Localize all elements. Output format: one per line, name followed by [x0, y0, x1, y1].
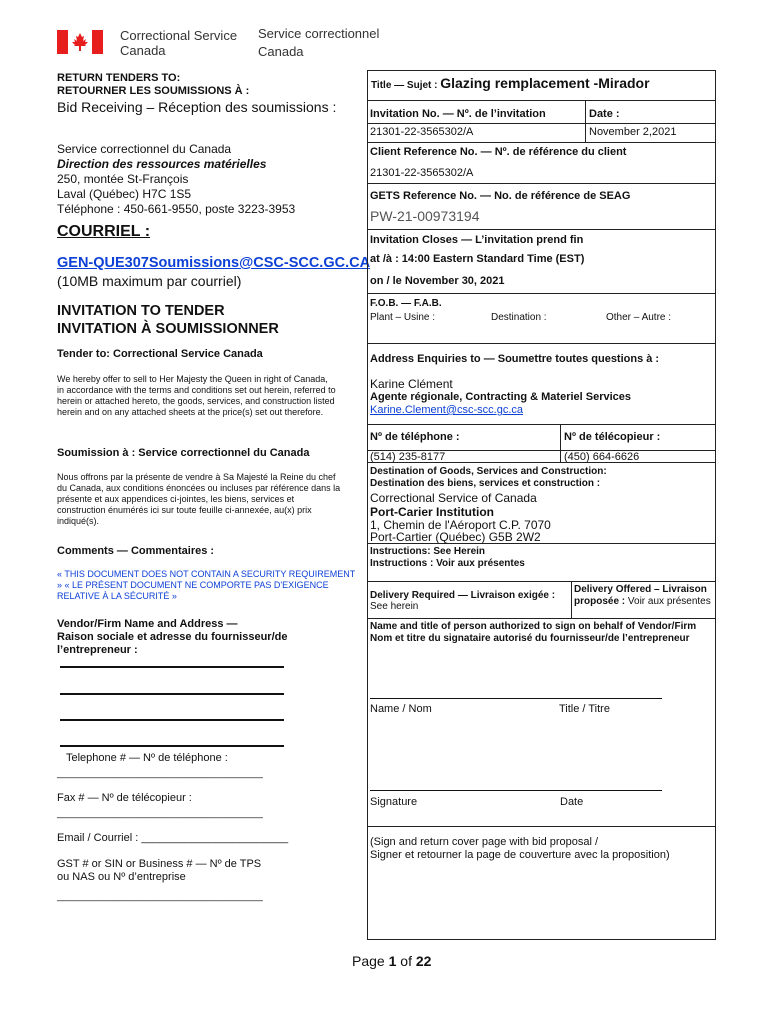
contact-name: Karine Clément — [370, 377, 453, 391]
date-value: November 2,2021 — [589, 126, 677, 138]
divider — [367, 293, 716, 294]
divider — [585, 100, 586, 142]
destination-line1: Correctional Service of Canada — [370, 491, 537, 505]
divider — [367, 618, 716, 619]
divider — [367, 462, 716, 463]
signature-line[interactable] — [370, 790, 662, 791]
delivery-offered-value: Voir aux présentes — [627, 596, 711, 607]
page-number — [352, 953, 431, 969]
fax-number-label: Nº de télécopieur : — [564, 431, 661, 443]
destination-line4: Port-Cartier (Québec) G5B 2W2 — [370, 530, 541, 544]
vendor-line-1[interactable] — [60, 666, 284, 668]
telephone-field[interactable]: _____________________________________ — [57, 768, 263, 779]
destination-label: Destination of Goods, Services and Construction: Destination des biens, services et construction : — [370, 466, 607, 489]
fob-label: F.O.B. — F.A.B. — [370, 298, 442, 309]
soumission-heading: Soumission à : Service correctionnel du Canada — [57, 447, 310, 459]
destination-line3: 1, Chemin de l'Aéroport C.P. 7070 — [370, 518, 551, 532]
fax-field[interactable]: _____________________________________ — [57, 808, 263, 819]
name-label: Name / Nom — [370, 703, 432, 715]
closes-label: Invitation Closes — L’invitation prend fin — [370, 234, 584, 246]
contact-title: Agente régionale, Contracting & Materiel Services — [370, 391, 632, 403]
invitation-no-label: Invitation No. — Nº. de l’invitation — [370, 108, 546, 120]
divider — [367, 543, 716, 544]
address-line2: Direction des ressources matérielles — [57, 157, 267, 171]
page-of: of — [396, 953, 416, 969]
invitation-no-value: 21301-22-3565302/A — [370, 126, 474, 138]
submission-email-link[interactable]: GEN-QUE307Soumissions@CSC-SCC.GC.CA — [57, 255, 371, 271]
date-label-2: Date — [560, 796, 584, 808]
instructions: Instructions: See Herein Instructions : Voir aux présentes — [370, 546, 525, 569]
dept-name-fr — [258, 26, 379, 59]
sign-return-note: (Sign and return cover page with bid proposal / Signer et retourner la page de couverture avec la proposition) — [370, 836, 670, 861]
phone-label: Nº de téléphone : — [370, 431, 460, 443]
dept-en-line1: Correctional Service — [120, 28, 238, 43]
dept-fr-line2: Canada — [258, 44, 304, 59]
tender-to-heading: Tender to: Correctional Service Canada — [57, 348, 263, 360]
title-label-2: Title / Titre — [559, 703, 610, 715]
fax-label: Fax # — Nº de télécopieur : — [57, 792, 192, 804]
destination-line2: Port-Carier Institution — [370, 505, 495, 519]
security-note: « THIS DOCUMENT DOES NOT CONTAIN A SECURITY REQUIREMENT » « LE PRÉSENT DOCUMENT NE COMPORTE PAS D'EXIGENCE RELATIVE À LA SÉCURITÉ » — [57, 569, 356, 601]
phone-value: (514) 235-8177 — [370, 451, 446, 463]
vendor-heading: Vendor/Firm Name and Address — Raison sociale et adresse du fournisseur/de l’entrepreneur : — [57, 618, 288, 656]
fob-destination: Destination : — [491, 312, 547, 323]
email-size-limit: (10MB maximum par courriel) — [57, 273, 242, 289]
enquiries-label: Address Enquiries to — Soumettre toutes questions à : — [370, 353, 660, 365]
tender-body: We hereby offer to sell to Her Majesty the Queen in right of Canada, in accordance with the terms and conditions set out herein, referred to herein or attached hereto, the goods, services, and construction listed herein and on any attached sheets at the price(s) set out therefore. — [57, 374, 336, 417]
page-total: 22 — [415, 953, 432, 969]
delivery-offered — [574, 584, 714, 608]
divider — [571, 581, 572, 618]
authorized-signer-label: Name and title of person authorized to sign on behalf of Vendor/Firm Nom et titre du signataire autorisé du fournisseur/de l’entrepreneur — [370, 621, 697, 644]
gst-field[interactable]: _____________________________________ — [57, 891, 263, 902]
closes-time: at /à : 14:00 Eastern Standard Time (EST) — [370, 253, 585, 265]
address-line4: Laval (Québec) H7C 1S5 — [57, 187, 192, 201]
invitation-title-fr: INVITATION À SOUMISSIONNER — [57, 321, 279, 337]
page-current: 1 — [388, 953, 397, 969]
gets-value: PW-21-00973194 — [370, 208, 480, 224]
vendor-line-2[interactable] — [60, 693, 284, 695]
title-value: Glazing remplacement -Mirador — [440, 75, 650, 91]
invitation-title-en: INVITATION TO TENDER — [57, 303, 225, 319]
canada-flag-icon — [57, 30, 103, 54]
client-ref-label: Client Reference No. — Nº. de référence du client — [370, 146, 627, 158]
gets-label: GETS Reference No. — No. de référence de SEAG — [370, 190, 631, 202]
signature-label: Signature — [370, 796, 418, 808]
closes-date: on / le November 30, 2021 — [370, 275, 505, 287]
divider — [367, 581, 716, 582]
dept-en-line2: Canada — [120, 43, 166, 58]
fax-value: (450) 664-6626 — [564, 451, 640, 463]
name-title-line[interactable] — [370, 698, 662, 699]
gst-label: GST # or SIN or Business # — Nº de TPS ou NAS ou Nº d’entreprise — [57, 858, 262, 883]
comments-heading: Comments — Commentaires : — [57, 545, 215, 557]
fob-plant: Plant – Usine : — [370, 312, 436, 323]
address-line1: Service correctionnel du Canada — [57, 142, 232, 156]
return-tenders-heading: RETURN TENDERS TO: RETOURNER LES SOUMISSIONS À : — [57, 72, 250, 97]
dept-fr-line1: Service correctionnel — [258, 26, 380, 41]
vendor-line-4[interactable] — [60, 745, 284, 747]
divider — [367, 229, 716, 230]
date-label: Date : — [589, 108, 620, 120]
divider — [560, 424, 561, 462]
divider — [367, 826, 716, 827]
invitation-title — [57, 302, 279, 338]
divider — [367, 123, 716, 124]
telephone-label: Telephone # — Nº de téléphone : — [66, 752, 228, 764]
address-line5: Téléphone : 450-661-9550, poste 3223-3953 — [57, 202, 296, 216]
vendor-line-3[interactable] — [60, 719, 284, 721]
email-field[interactable]: Email / Courriel : ________________________ — [57, 832, 289, 844]
contact-email-link[interactable]: Karine.Clement@csc-scc.gc.ca — [370, 404, 523, 416]
title-row — [371, 75, 650, 93]
fob-other: Other – Autre : — [606, 312, 672, 323]
divider — [367, 343, 716, 344]
dept-name-en — [120, 28, 237, 58]
divider — [367, 183, 716, 184]
return-address — [57, 142, 295, 217]
title-label: Title — Sujet : — [371, 80, 441, 91]
address-line3: 250, montée St-François — [57, 172, 189, 186]
client-ref-value: 21301-22-3565302/A — [370, 167, 474, 179]
delivery-required-label: Delivery Required — Livraison exigée : — [370, 590, 556, 601]
bid-receiving: Bid Receiving – Réception des soumissions : — [57, 99, 337, 115]
delivery-required-value: See herein — [370, 601, 419, 612]
divider — [367, 142, 716, 143]
delivery-offered-label: Delivery Offered – Livraison proposée : — [574, 584, 707, 607]
soumission-body: Nous offrons par la présente de vendre à Sa Majesté la Reine du chef du Canada, aux conditions énoncées ou incluses par référence dans la présente et aux appendices ci-jointes, les biens, services et construction énumérés ici sur toute feuille ci-annexée, au(x) prix indiqué(s). — [57, 472, 341, 526]
page-prefix: Page — [352, 953, 389, 969]
courriel-heading: COURRIEL : — [57, 223, 151, 240]
divider — [367, 424, 716, 425]
divider — [367, 100, 716, 101]
